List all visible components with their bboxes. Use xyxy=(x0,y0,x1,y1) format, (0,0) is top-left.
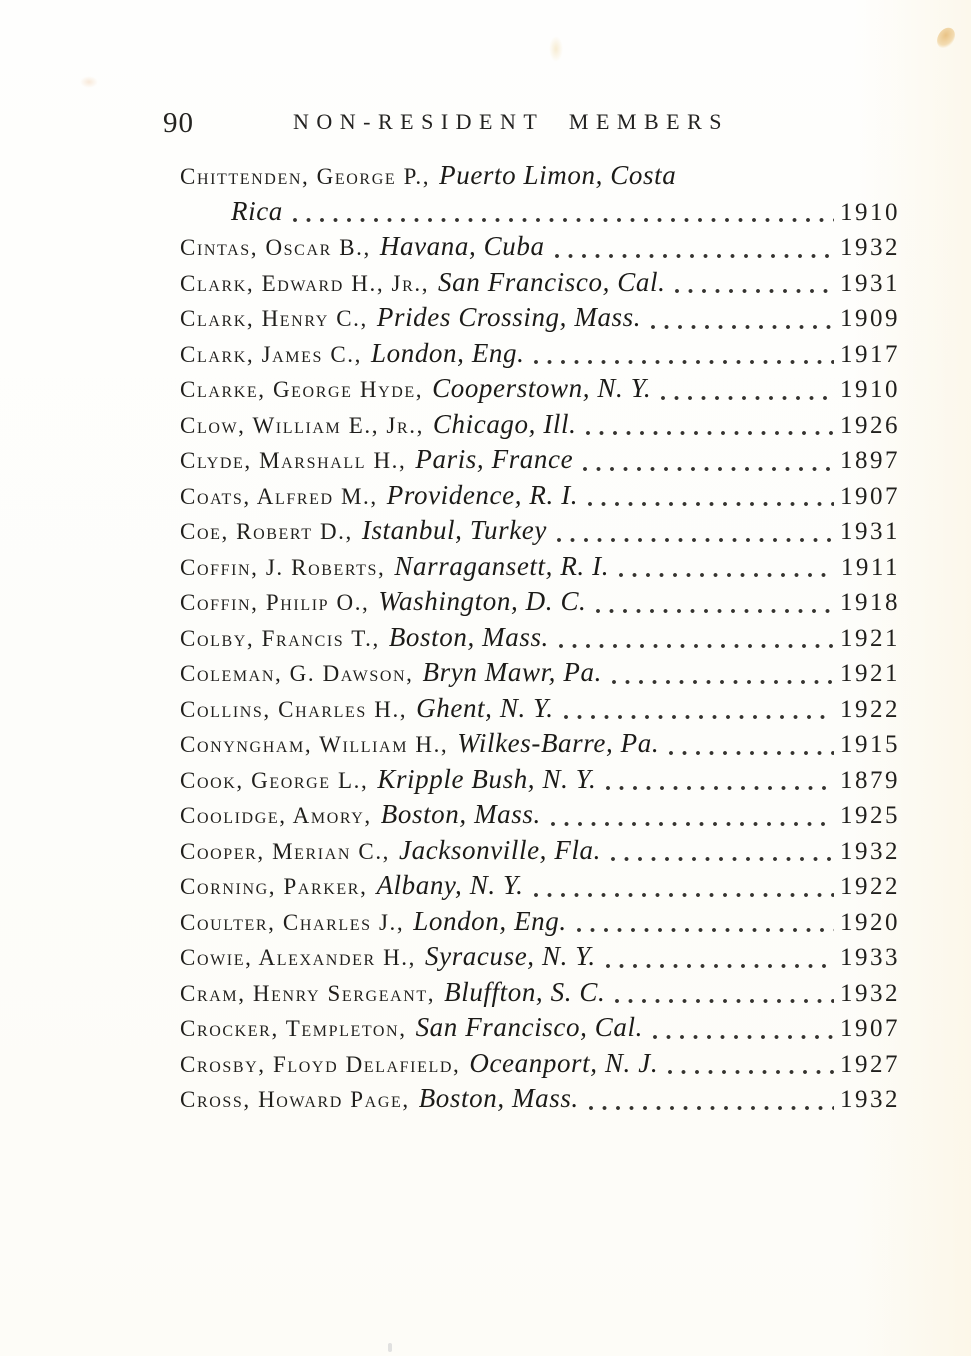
member-entry xyxy=(180,1083,900,1119)
member-entry xyxy=(180,799,900,835)
dot-leader xyxy=(596,608,834,614)
member-year: 1921 xyxy=(840,624,900,652)
member-name: Coffin, J. Roberts, xyxy=(180,554,386,580)
member-year: 1918 xyxy=(840,589,900,616)
member-place: Boston, Mass. xyxy=(380,799,541,829)
dot-leader xyxy=(588,501,834,507)
member-entry xyxy=(180,160,900,231)
member-year: 1910 xyxy=(840,376,900,403)
member-place-continuation: Rica xyxy=(231,195,283,226)
entry-line xyxy=(180,480,900,516)
paper-stain-fleck xyxy=(80,76,98,88)
member-entry xyxy=(180,586,900,622)
entry-line xyxy=(180,657,900,693)
member-entry xyxy=(180,906,900,942)
member-name: Clarke, George Hyde, xyxy=(180,377,424,402)
member-name: Clark, Edward H., Jr., xyxy=(180,270,430,296)
member-year: 1907 xyxy=(840,482,900,510)
entry-line xyxy=(180,1012,900,1048)
member-place: Wilkes-Barre, Pa. xyxy=(457,728,660,758)
member-place: Boston, Mass. xyxy=(418,1083,579,1113)
member-entry xyxy=(180,444,900,480)
member-place: San Francisco, Cal. xyxy=(415,1012,643,1042)
member-place: Bluffton, S. C. xyxy=(444,976,606,1007)
member-list xyxy=(180,160,900,1119)
member-place: Bryn Mawr, Pa. xyxy=(422,657,602,687)
member-name: Cram, Henry Sergeant, xyxy=(180,980,436,1006)
member-place: Syracuse, N. Y. xyxy=(425,941,596,971)
dot-leader xyxy=(675,288,834,294)
member-place: Puerto Limon, Costa xyxy=(439,160,677,190)
member-name: Crosby, Floyd Delafield, xyxy=(180,1051,461,1077)
entry-line xyxy=(180,267,900,303)
member-entry xyxy=(180,870,900,906)
member-entry xyxy=(180,302,900,338)
dot-leader xyxy=(293,217,834,223)
entry-line xyxy=(180,302,900,338)
entry-line xyxy=(180,1048,900,1084)
member-entry xyxy=(180,338,900,374)
member-place: Chicago, Ill. xyxy=(432,408,577,439)
member-year: 1911 xyxy=(840,553,900,581)
entry-line xyxy=(180,409,900,445)
member-year: 1909 xyxy=(840,305,900,332)
member-entry xyxy=(180,977,900,1013)
member-name: Cooper, Merian C., xyxy=(180,838,391,864)
member-place: Ghent, N. Y. xyxy=(416,692,554,723)
entry-line xyxy=(180,835,900,871)
entry-line xyxy=(180,231,900,267)
dot-leader xyxy=(606,785,834,791)
member-place: Istanbul, Turkey xyxy=(361,515,547,545)
member-year: 1922 xyxy=(840,873,900,900)
entry-line xyxy=(180,338,900,374)
member-name: Coolidge, Amory, xyxy=(180,803,372,828)
entry-line xyxy=(180,977,900,1013)
dot-leader xyxy=(619,572,835,578)
member-year: 1907 xyxy=(840,1015,900,1042)
dot-leader xyxy=(606,963,834,969)
member-place: San Francisco, Cal. xyxy=(438,266,666,297)
dot-leader xyxy=(653,1034,834,1040)
entry-line xyxy=(180,551,900,587)
member-name: Cintas, Oscar B., xyxy=(180,235,371,260)
dot-leader xyxy=(583,466,834,472)
member-year: 1915 xyxy=(840,731,900,758)
entry-line xyxy=(180,693,900,729)
member-place: Boston, Mass. xyxy=(388,621,549,652)
entry-line xyxy=(180,799,900,835)
member-place: London, Eng. xyxy=(413,905,567,936)
dot-leader xyxy=(534,359,834,365)
member-place: Providence, R. I. xyxy=(386,479,579,510)
member-name: Chittenden, George P., xyxy=(180,164,431,189)
member-year: 1932 xyxy=(840,234,900,261)
member-entry xyxy=(180,657,900,693)
member-name: Coats, Alfred M., xyxy=(180,483,378,509)
member-year: 1926 xyxy=(840,411,900,439)
dot-leader xyxy=(669,750,834,756)
member-year: 1921 xyxy=(840,660,900,687)
entry-line xyxy=(180,373,900,409)
dot-leader xyxy=(559,643,834,649)
entry-line xyxy=(180,870,900,906)
dot-leader xyxy=(534,892,834,898)
member-entry xyxy=(180,373,900,409)
entry-line xyxy=(180,444,900,480)
member-year: 1932 xyxy=(840,979,900,1007)
member-name: Cross, Howard Page, xyxy=(180,1087,410,1112)
member-name: Cowie, Alexander H., xyxy=(180,945,417,970)
member-place: London, Eng. xyxy=(371,337,525,368)
member-year: 1932 xyxy=(840,1086,900,1113)
dot-leader xyxy=(555,253,834,259)
member-name: Crocker, Templeton, xyxy=(180,1016,407,1041)
member-entry xyxy=(180,1048,900,1084)
running-title: NON-RESIDENT MEMBERS xyxy=(293,109,730,134)
member-name: Collins, Charles H., xyxy=(180,696,408,722)
dot-leader xyxy=(661,395,834,401)
dot-leader xyxy=(668,1069,834,1075)
dot-leader xyxy=(586,430,834,436)
member-entry xyxy=(180,515,900,551)
dot-leader xyxy=(577,927,834,933)
entry-continuation-line xyxy=(180,196,900,232)
entry-line xyxy=(180,160,900,196)
member-entry xyxy=(180,622,900,658)
dot-leader xyxy=(611,856,834,862)
entry-line xyxy=(180,728,900,764)
member-place: Oceanport, N. J. xyxy=(469,1047,659,1078)
member-name: Coleman, G. Dawson, xyxy=(180,661,414,686)
member-place: Narragansett, R. I. xyxy=(394,550,610,581)
member-name: Colby, Francis T., xyxy=(180,625,380,651)
paper-stain-fleck xyxy=(549,36,563,62)
member-place: Kripple Bush, N. Y. xyxy=(377,763,597,794)
dot-leader xyxy=(557,537,834,543)
entry-line xyxy=(180,622,900,658)
dot-leader xyxy=(612,679,834,685)
member-name: Coe, Robert D., xyxy=(180,519,353,544)
entry-line xyxy=(180,1083,900,1119)
member-entry xyxy=(180,267,900,303)
member-year: 1879 xyxy=(840,766,900,794)
member-entry xyxy=(180,409,900,445)
member-entry xyxy=(180,1012,900,1048)
member-year: 1933 xyxy=(840,944,900,971)
member-name: Clark, James C., xyxy=(180,341,362,367)
dot-leader xyxy=(589,1105,834,1111)
entry-line xyxy=(180,941,900,977)
scan-speck xyxy=(388,1343,392,1352)
member-name: Coffin, Philip O., xyxy=(180,590,370,615)
page-number: 90 xyxy=(163,107,194,139)
page-header xyxy=(0,103,971,143)
member-year: 1927 xyxy=(840,1050,900,1078)
paper-stain-fleck xyxy=(933,24,958,51)
member-name: Cook, George L., xyxy=(180,767,369,793)
member-name: Clyde, Marshall H., xyxy=(180,448,407,473)
member-name: Corning, Parker, xyxy=(180,874,368,899)
member-entry xyxy=(180,480,900,516)
entry-line xyxy=(180,906,900,942)
dot-leader xyxy=(615,998,834,1004)
member-name: Conyngham, William H., xyxy=(180,732,449,757)
member-place: Jacksonville, Fla. xyxy=(399,834,602,865)
member-year: 1922 xyxy=(840,695,900,723)
member-name: Coulter, Charles J., xyxy=(180,909,405,935)
member-place: Cooperstown, N. Y. xyxy=(432,373,652,403)
entry-line xyxy=(180,515,900,551)
member-year: 1897 xyxy=(840,447,900,474)
entry-line xyxy=(180,586,900,622)
member-entry xyxy=(180,835,900,871)
dot-leader xyxy=(564,714,834,720)
entry-line xyxy=(180,764,900,800)
member-name: Clark, Henry C., xyxy=(180,306,368,331)
member-place: Paris, France xyxy=(415,444,574,474)
member-entry xyxy=(180,231,900,267)
member-entry xyxy=(180,764,900,800)
member-year: 1931 xyxy=(840,518,900,545)
member-name: Clow, William E., Jr., xyxy=(180,412,424,438)
member-year: 1931 xyxy=(840,269,900,297)
member-place: Prides Crossing, Mass. xyxy=(376,302,642,332)
member-entry xyxy=(180,941,900,977)
member-year: 1932 xyxy=(840,837,900,865)
member-year: 1917 xyxy=(840,340,900,368)
member-entry xyxy=(180,693,900,729)
dot-leader xyxy=(551,821,834,827)
member-place: Havana, Cuba xyxy=(379,231,545,261)
member-place: Albany, N. Y. xyxy=(376,870,524,900)
member-place: Washington, D. C. xyxy=(378,586,587,616)
member-entry xyxy=(180,728,900,764)
member-year: 1925 xyxy=(840,802,900,829)
dot-leader xyxy=(651,324,834,330)
member-year: 1910 xyxy=(840,198,900,226)
member-year: 1920 xyxy=(840,908,900,936)
member-entry xyxy=(180,551,900,587)
